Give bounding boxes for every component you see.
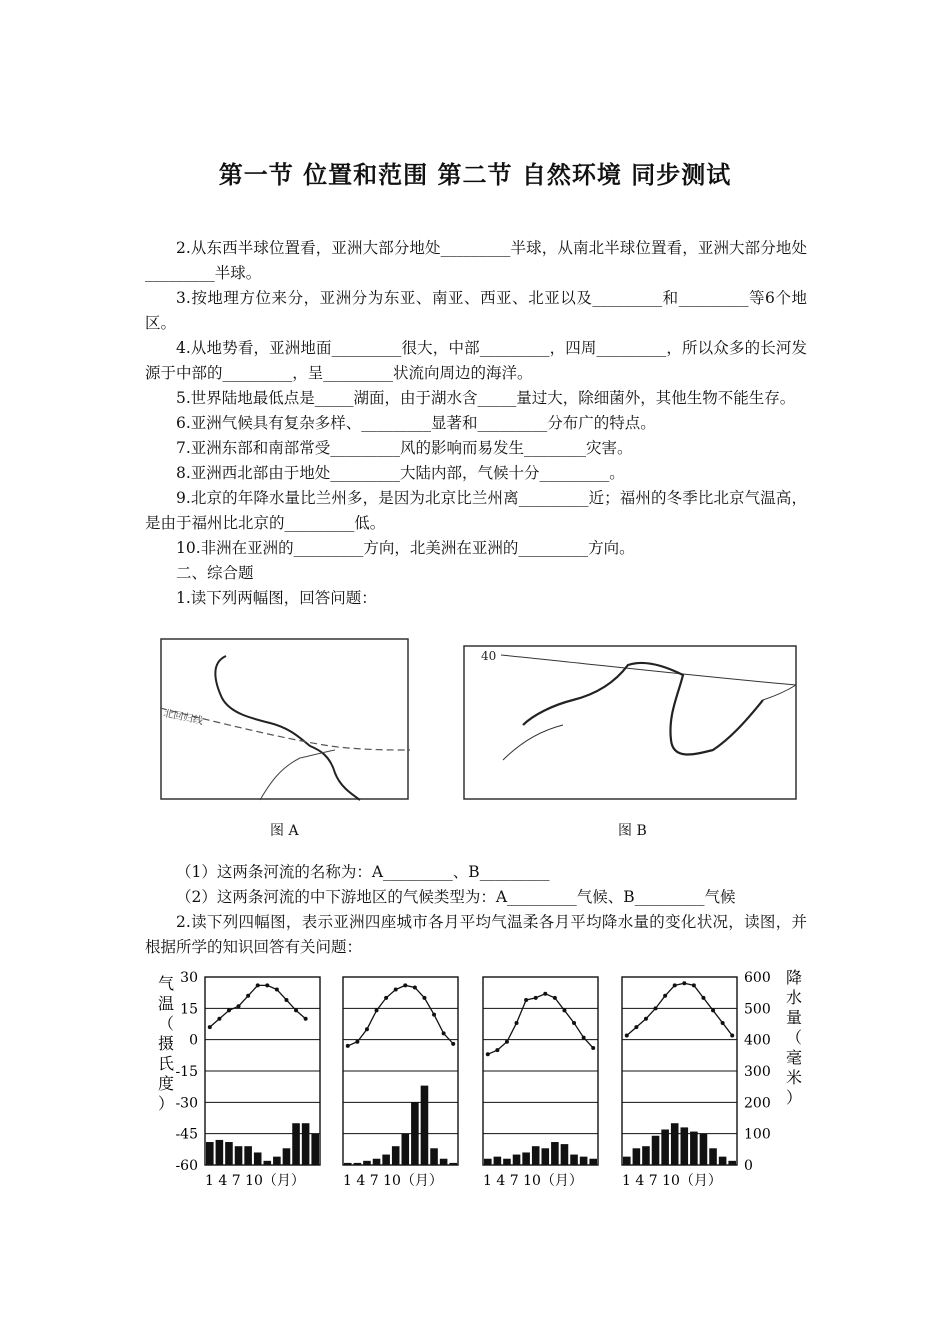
map-a-label: 北回归线 <box>162 708 204 728</box>
temp-tick: -15 <box>175 1064 198 1080</box>
q5: 5.世界陆地最低点是_____湖面，由于湖水含_____量过大，除细菌外，其他生物不能生存。 <box>176 389 796 407</box>
precip-bar <box>430 1148 438 1165</box>
precip-tick: 0 <box>744 1158 753 1174</box>
temp-title-2: 温 <box>158 994 175 1013</box>
q8: 8.亚洲西北部由于地处_________大陆内部，气候十分_________。 <box>176 464 625 482</box>
precip-tick: 300 <box>744 1064 771 1080</box>
precip-bar <box>623 1157 631 1165</box>
precip-bar <box>700 1134 708 1165</box>
precip-bar <box>225 1142 233 1165</box>
precip-bar <box>690 1132 698 1165</box>
precip-bar <box>652 1136 660 1165</box>
q6: 6.亚洲气候具有复杂多样、_________显著和_________分布广的特点。 <box>176 414 656 432</box>
precip-title-5: 毫 <box>786 1048 803 1067</box>
precip-title-6: 米 <box>786 1068 803 1087</box>
precip-bar <box>283 1148 291 1165</box>
q3: 3.按地理方位来分，亚洲分为东亚、南亚、西亚、北亚以及_________和_________等6个地区。 <box>145 289 807 332</box>
temp-title-3: （ <box>158 1014 175 1033</box>
sub-q2: （2）这两条河流的中下游地区的气候类型为：A_________气候、B_________气候 <box>176 888 736 906</box>
precip-bar <box>484 1159 492 1165</box>
composite-q2: 2.读下列四幅图，表示亚洲四座城市各月平均气温柔各月平均降水量的变化状况，读图，并根据所学的知识回答有关问题： <box>145 913 807 956</box>
precip-bar <box>513 1155 521 1165</box>
temp-line <box>488 994 593 1055</box>
precip-bar <box>264 1161 272 1165</box>
precip-bar <box>522 1152 530 1165</box>
precip-axis-title <box>786 968 807 1107</box>
section-heading: 二、综合题 <box>176 564 254 582</box>
map-a-caption: 图 A <box>270 823 299 839</box>
precip-bar <box>542 1148 550 1165</box>
precip-bar <box>363 1161 371 1165</box>
precip-bar <box>402 1134 410 1165</box>
precip-bar <box>273 1157 281 1165</box>
temp-title-4: 摄 <box>158 1034 175 1053</box>
temp-line <box>210 985 306 1027</box>
precip-bar <box>589 1159 597 1165</box>
precip-bar <box>421 1086 429 1165</box>
composite-q1: 1.读下列两幅图，回答问题： <box>176 589 377 607</box>
precip-title-4: （ <box>786 1028 803 1047</box>
q7: 7.亚洲东部和南部常受_________风的影响而易发生________灾害。 <box>176 439 633 457</box>
temp-axis-title <box>158 974 179 1113</box>
climate-charts <box>148 965 808 1195</box>
question-text <box>145 236 807 611</box>
precip-bar <box>642 1146 650 1165</box>
page-title: 第一节 位置和范围 第二节 自然环境 同步测试 <box>218 161 732 189</box>
month-ticks: 1 4 7 10（月） <box>483 1173 583 1189</box>
q9: 9.北京的年降水量比兰州多，是因为北京比兰州离_________近；福州的冬季比北京气温高，是由于福州比北京的_________低。 <box>145 489 807 532</box>
temp-tick: 0 <box>189 1032 198 1049</box>
precip-bar <box>580 1157 588 1165</box>
precip-bar <box>532 1146 540 1165</box>
precip-bar <box>302 1123 310 1165</box>
temp-title-6: 度 <box>158 1074 175 1093</box>
precip-bar <box>681 1127 689 1165</box>
precip-tick: 500 <box>744 1001 771 1018</box>
map-a <box>160 638 410 803</box>
precip-bar <box>561 1144 569 1165</box>
q4: 4.从地势看，亚洲地面_________很大，中部_________，四周_________，所以众多的长河发源于中部的_________，呈_________状流向周边的海洋。 <box>145 339 807 382</box>
map-b-label: 40 <box>481 649 497 663</box>
precip-title-3: 量 <box>786 1008 803 1027</box>
map-b-caption: 图 B <box>618 823 647 839</box>
precip-bar <box>254 1152 262 1165</box>
precip-bar <box>661 1129 669 1165</box>
precip-tick: 200 <box>744 1095 771 1112</box>
temp-title-5: 氏 <box>158 1054 175 1073</box>
temp-title-1: 气 <box>158 974 175 993</box>
q2: 2.从东西半球位置看，亚洲大部分地处_________半球，从南北半球位置看，亚洲大部分地处_________半球。 <box>145 239 807 282</box>
precip-tick: 600 <box>744 970 771 986</box>
temp-line <box>627 983 732 1035</box>
month-ticks: 1 4 7 10（月） <box>343 1173 443 1189</box>
precip-bar <box>440 1159 448 1165</box>
precip-title-7: ） <box>786 1088 803 1107</box>
temp-tick: -45 <box>175 1126 198 1143</box>
month-ticks: 1 4 7 10（月） <box>622 1173 722 1189</box>
precip-bar <box>503 1159 511 1165</box>
q10: 10.非洲在亚洲的_________方向，北美洲在亚洲的_________方向。 <box>176 539 635 557</box>
precip-bar <box>570 1155 578 1165</box>
map-b <box>463 645 798 803</box>
precip-tick: 100 <box>744 1126 771 1143</box>
precip-bar <box>449 1163 457 1165</box>
precip-bar <box>216 1140 224 1165</box>
precip-bar <box>344 1163 352 1165</box>
precip-bar <box>311 1134 319 1165</box>
precip-bar <box>206 1142 214 1165</box>
precip-bar <box>373 1159 381 1165</box>
subquestions <box>145 860 807 960</box>
precip-bar <box>709 1148 717 1165</box>
precip-title-1: 降 <box>786 968 803 987</box>
precip-tick: 400 <box>744 1032 771 1049</box>
precip-bar <box>494 1157 502 1165</box>
precip-bar <box>551 1142 559 1165</box>
temp-title-7: ） <box>158 1094 175 1113</box>
precip-bar <box>671 1123 679 1165</box>
precip-bar <box>235 1146 243 1165</box>
precip-title-2: 水 <box>786 988 803 1007</box>
sub-q1: （1）这两条河流的名称为：A_________、B_________ <box>176 863 550 881</box>
precip-bar <box>411 1102 419 1165</box>
precip-bar <box>354 1163 362 1165</box>
temp-tick: -30 <box>175 1095 198 1112</box>
precip-bar <box>244 1146 252 1165</box>
precip-bar <box>382 1155 390 1165</box>
temp-tick: 15 <box>180 1001 198 1018</box>
precip-bar <box>292 1123 300 1165</box>
temp-tick: -60 <box>175 1158 198 1174</box>
precip-bar <box>633 1148 641 1165</box>
precip-bar <box>392 1146 400 1165</box>
temp-tick: 30 <box>180 970 198 986</box>
temp-line <box>348 985 453 1046</box>
precip-bar <box>719 1157 727 1165</box>
precip-bar <box>728 1161 736 1165</box>
month-ticks: 1 4 7 10（月） <box>205 1173 305 1189</box>
